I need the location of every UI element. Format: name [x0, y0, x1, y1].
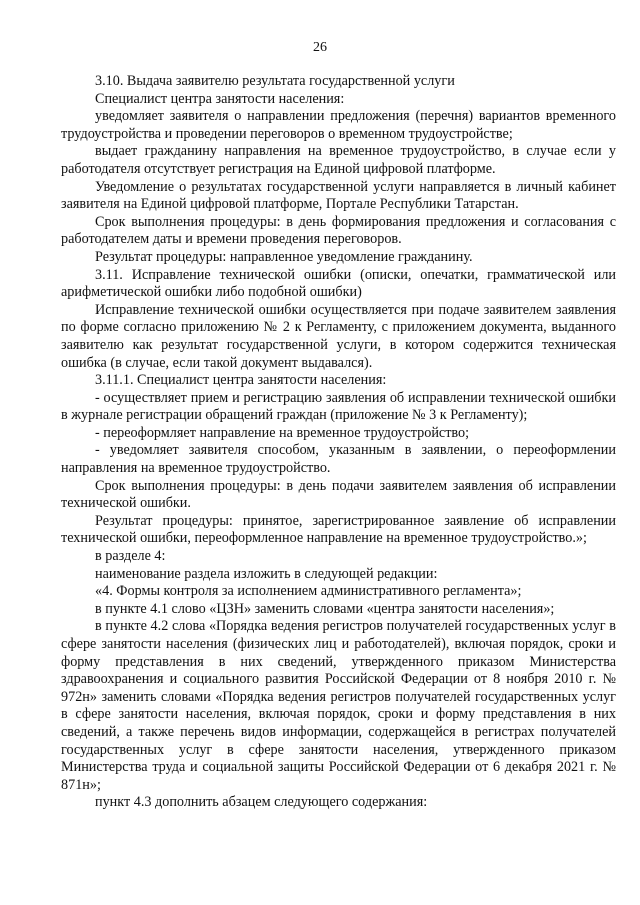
- section-heading: 3.11. Исправление технической ошибки (описки, опечатки, грамматической или арифметической ошибки либо подобной ошибки): [61, 266, 616, 301]
- paragraph: 3.10. Выдача заявителю результата государственной услуги: [95, 73, 455, 89]
- paragraph: пункт 4.3 дополнить абзацем следующего содержания:: [95, 794, 428, 811]
- paragraph: Срок выполнения процедуры: в день формирования предложения и согласования с работодателем даты и времени проведения переговоров.: [61, 213, 616, 248]
- paragraph: Результат процедуры: направленное уведомление гражданину.: [95, 248, 473, 265]
- paragraph: выдает гражданину направления на временное трудоустройство, в случае если у работодателя отсутствует регистрация на Единой цифровой платформе.: [61, 143, 616, 177]
- page-number: 26: [313, 40, 327, 55]
- paragraph: Исправление технической ошибки осуществляется при подаче заявителем заявления по форме согласно приложению № 2 к Регламенту, с приложением документа, выданного заявителю как результат государственной услуги, в котором содержится техническая ошибка (в случае, если такой документ выдавался).: [61, 301, 616, 371]
- paragraph: в разделе 4:: [95, 548, 166, 565]
- paragraph: уведомляет заявителя о направлении предложения (перечня) вариантов временного трудоустройства и проведении переговоров о временном трудоустройстве;: [61, 108, 616, 142]
- list-item: - переоформляет направление на временное трудоустройство;: [95, 424, 470, 441]
- paragraph: Уведомление о результатах государственной услуги направляется в личный кабинет заявителя на Единой цифровой платформе, Портале Республики Татарстан.: [61, 178, 616, 213]
- paragraph: Специалист центра занятости населения:: [95, 90, 345, 107]
- list-item: - уведомляет заявителя способом, указанным в заявлении, о переоформлении направления на временное трудоустройство.: [61, 442, 616, 477]
- paragraph: наименование раздела изложить в следующей редакции:: [95, 565, 438, 582]
- paragraph: в пункте 4.2 слова «Порядка ведения регистров получателей государственных услуг в сфере занятости населения (физических лиц и работодателей), включая порядок, сроки и форму представления в них сведений, утвержденного приказом Министерства здравоохранения и социального развития Российской Федерации от 8 ноября 2010 г. № 972н» заменить словами «Порядка ведения регистров получателей государственных услуг в сфере занятости населения, включая порядок, сроки и форму представления в них сведений, а также перечень видов информации, содержащейся в регистрах получателей государственных услуг в сфере занятости населения, утвержденного приказом Министерства труда и социальной защиты Российской Федерации от 6 декабря 2021 г. № 871н»;: [61, 618, 616, 793]
- subsection-heading: 3.11.1. Специалист центра занятости населения:: [95, 372, 387, 389]
- list-item: - осуществляет прием и регистрацию заявления об исправлении технической ошибки в журнале регистрации обращений граждан (приложение № 3 к Регламенту);: [61, 389, 616, 424]
- paragraph: Срок выполнения процедуры: в день подачи заявителем заявления об исправлении технической ошибки.: [61, 477, 616, 512]
- paragraph: «4. Формы контроля за исполнением административного регламента»;: [95, 583, 522, 600]
- document-body: [61, 73, 616, 812]
- paragraph: в пункте 4.1 слово «ЦЗН» заменить словами «центра занятости населения»;: [95, 600, 555, 617]
- paragraph: Результат процедуры: принятое, зарегистрированное заявление об исправлении технической ошибки, переоформленное направление на временное трудоустройство.»;: [61, 512, 616, 547]
